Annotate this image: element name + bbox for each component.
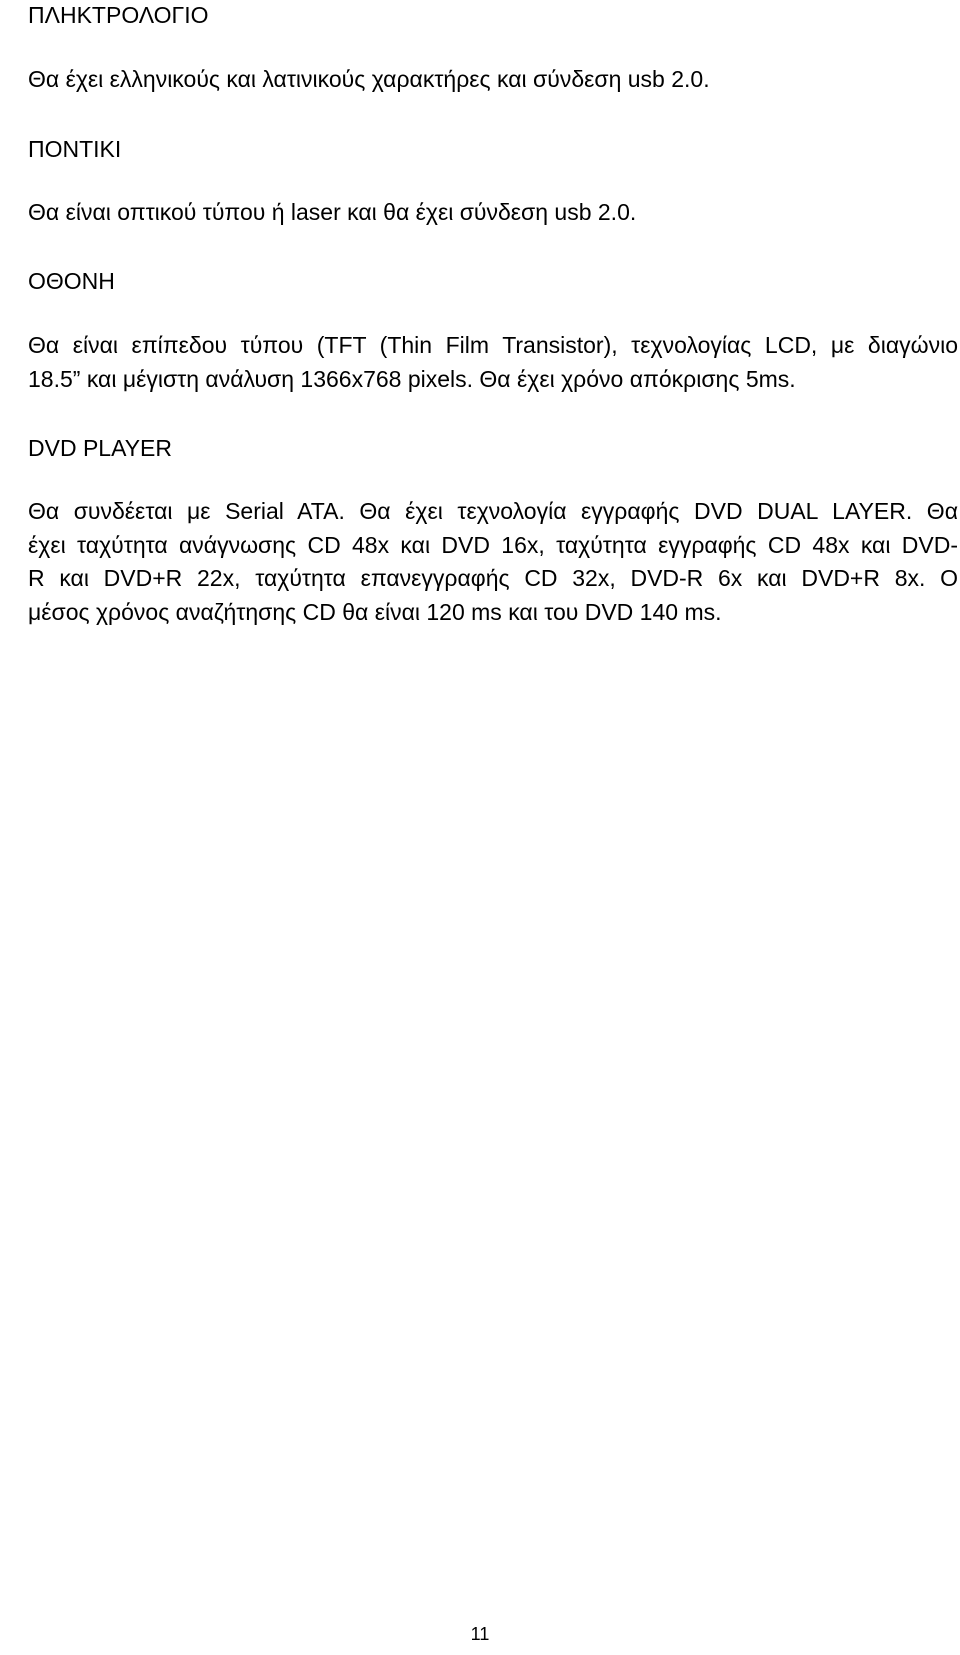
- page-number: 11: [470, 1624, 490, 1644]
- text-line: μέσος χρόνος αναζήτησης CD θα είναι 120 ms και του DVD 140 ms.: [28, 598, 722, 625]
- section-text-monitor: [28, 329, 958, 396]
- text-line: Θα είναι οπτικού τύπου ή laser και θα έχει σύνδεση usb 2.0.: [28, 199, 637, 225]
- text-line: Θα είναι επίπεδου τύπου (TFT (Thin Film Transistor), τεχνολογίας LCD, με διαγώνιο: [28, 332, 958, 358]
- text-line: Θα έχει ελληνικούς και λατινικούς χαρακτήρες και σύνδεση usb 2.0.: [28, 66, 710, 92]
- text-line: R και DVD+R 22x, ταχύτητα επανεγγραφής CD 32x, DVD-R 6x και DVD+R 8x. Ο: [28, 565, 958, 591]
- section-heading-dvd-player: DVD PLAYER: [28, 435, 173, 461]
- text-line: Θα συνδέεται με Serial ATA. Θα έχει τεχνολογία εγγραφής DVD DUAL LAYER. Θα: [28, 498, 958, 524]
- section-heading-monitor: ΟΘΟΝΗ: [28, 268, 115, 294]
- section-text-mouse: [28, 196, 636, 230]
- text-line: 18.5” και μέγιστη ανάλυση 1366x768 pixels. Θα έχει χρόνο απόκρισης 5ms.: [28, 365, 796, 392]
- text-line: έχει ταχύτητα ανάγνωσης CD 48x και DVD 16x, ταχύτητα εγγραφής CD 48x και DVD-: [28, 531, 958, 558]
- section-heading-keyboard: ΠΛΗΚΤΡΟΛΟΓΙΟ: [28, 2, 209, 28]
- section-heading-mouse: ΠΟΝΤΙΚΙ: [28, 136, 122, 162]
- section-text-keyboard: [28, 63, 710, 97]
- section-text-dvd-player: [28, 495, 958, 629]
